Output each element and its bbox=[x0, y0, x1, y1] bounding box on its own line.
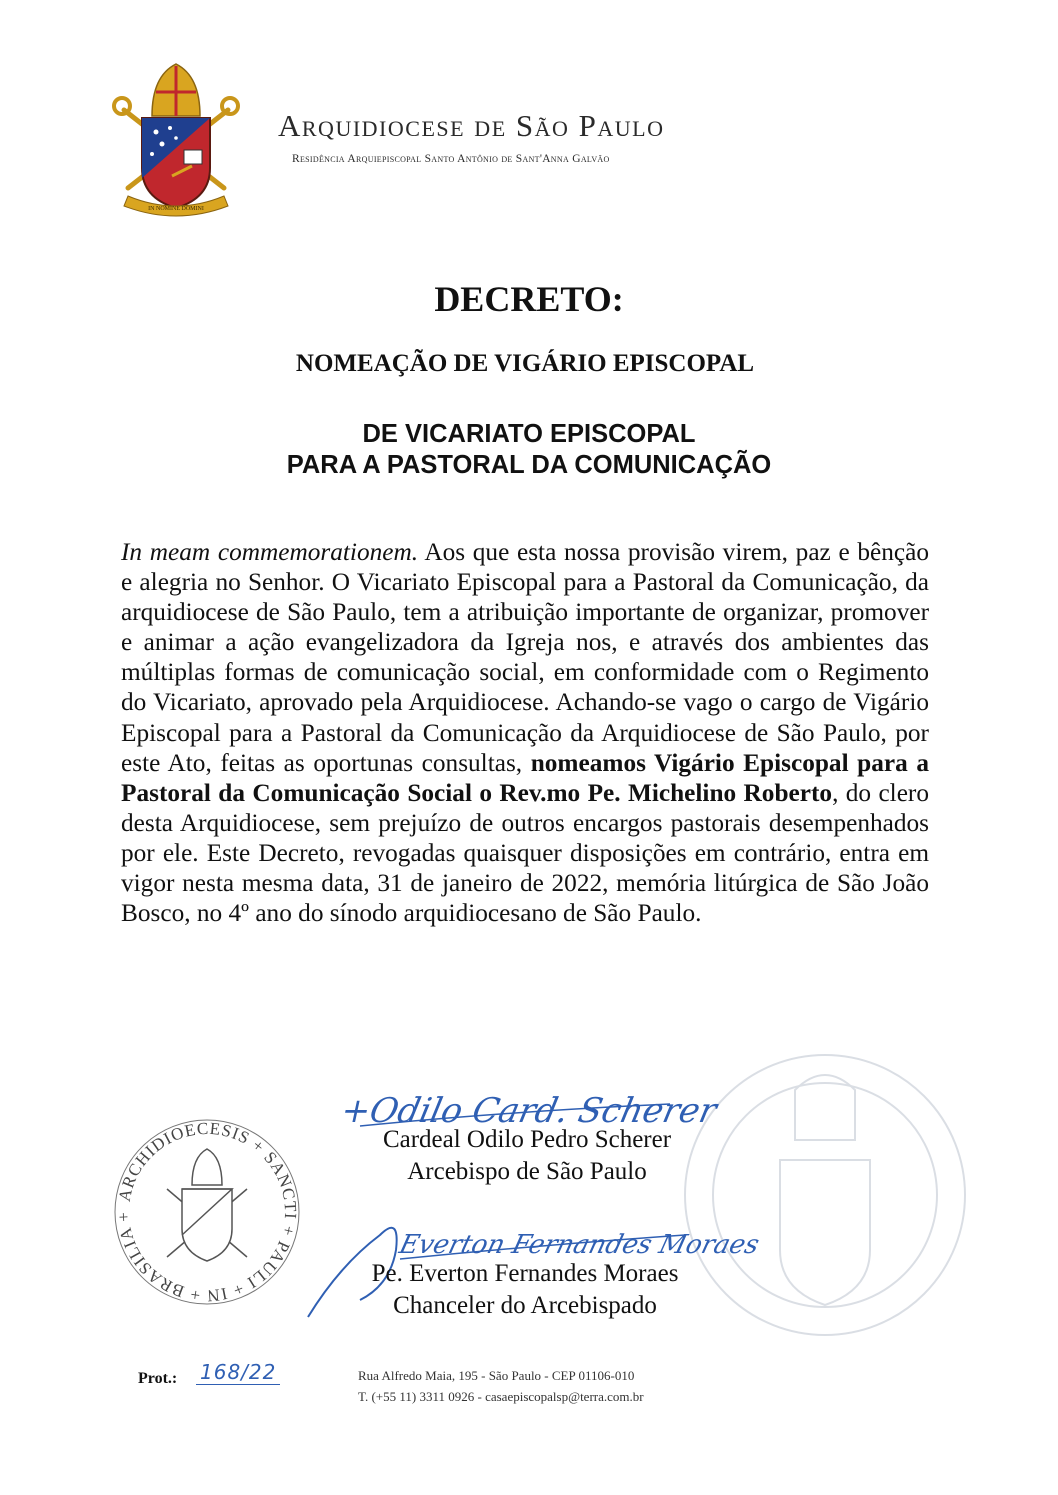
signer1-role: Arcebispo de São Paulo bbox=[407, 1158, 647, 1185]
signer1-name: Cardeal Odilo Pedro Scherer bbox=[382, 1126, 672, 1153]
seal-ring-text: ARCHIDIOECESIS + SANCTI + PAULI + IN + BRASILIA + bbox=[113, 1118, 301, 1306]
archdiocese-coat-of-arms bbox=[112, 58, 240, 218]
coat-ribbon-motto: IN NOMINE DOMINI bbox=[148, 206, 204, 212]
signature-chancellor-script: Everton Fernandes Moraes bbox=[396, 1229, 763, 1260]
decree-title: DECRETO: bbox=[434, 279, 624, 319]
decree-subtitle: NOMEAÇÃO DE VIGÁRIO EPISCOPAL bbox=[295, 350, 755, 377]
archdiocese-round-seal bbox=[112, 1117, 302, 1307]
body-text-before: Aos que esta nossa provisão virem, paz e bênção e alegria no Senhor. O Vicariato Episcopal para a Pastoral da Comunicação, da arquidiocese de São Paulo, tem a atribuição importante de organizar, promover e animar a ação evangelizadora da Igreja nos, e através dos ambientes das múltiplas formas de comunicação social, em conformidade com o Regimento do Vicariato, aprovado pela Arquidiocese. Achando-se vago o cargo de Vigário Episcopal para a Pastoral da Comunicação da Arquidiocese de São Paulo, por este Ato, feitas as oportunas consultas, bbox=[121, 538, 929, 777]
embossed-stamp bbox=[675, 1030, 975, 1360]
signer2-name: Pe. Everton Fernandes Moraes bbox=[371, 1260, 679, 1287]
body-intro-italic: In meam commemorationem. bbox=[121, 538, 419, 566]
decree-heading-line1: DE VICARIATO EPISCOPAL bbox=[362, 420, 696, 448]
footer-contact: T. (+55 11) 3311 0926 - casaepiscopalsp@terra.com.br bbox=[358, 1389, 644, 1404]
residence-subtitle: Residência Arquiepiscopal Santo Antônio de Sant'Anna Galvão bbox=[292, 153, 610, 165]
footer-address: Rua Alfredo Maia, 195 - São Paulo - CEP 01106-010 bbox=[358, 1368, 635, 1383]
body-text-after: , do clero desta Arquidiocese, sem prejuízo de outros encargos pastorais desempenhados por ele. Este Decreto, revogadas quaisquer disposições em contrário, entra em vigor nesta mesma data, 31 de janeiro de 2022, memória litúrgica de São João Bosco, no 4º ano do sínodo arquidiocesano de São Paulo. bbox=[121, 778, 930, 928]
body-nomination-bold: nomeamos Vigário Episcopal para a Pastoral da Comunicação Social o Rev.mo Pe. Michelino Roberto bbox=[121, 748, 929, 807]
signature-cardinal-script: +Odilo Card. Scherer bbox=[337, 1091, 721, 1131]
signer2-role: Chanceler do Arcebispado bbox=[393, 1292, 657, 1319]
organization-name: Arquidiocese de São Paulo bbox=[278, 108, 665, 143]
decree-body bbox=[121, 537, 929, 928]
decree-heading-line2: PARA A PASTORAL DA COMUNICAÇÃO bbox=[286, 451, 772, 479]
protocol-number: 168/22 bbox=[196, 1360, 280, 1385]
protocol-label: Prot.: bbox=[138, 1370, 178, 1387]
